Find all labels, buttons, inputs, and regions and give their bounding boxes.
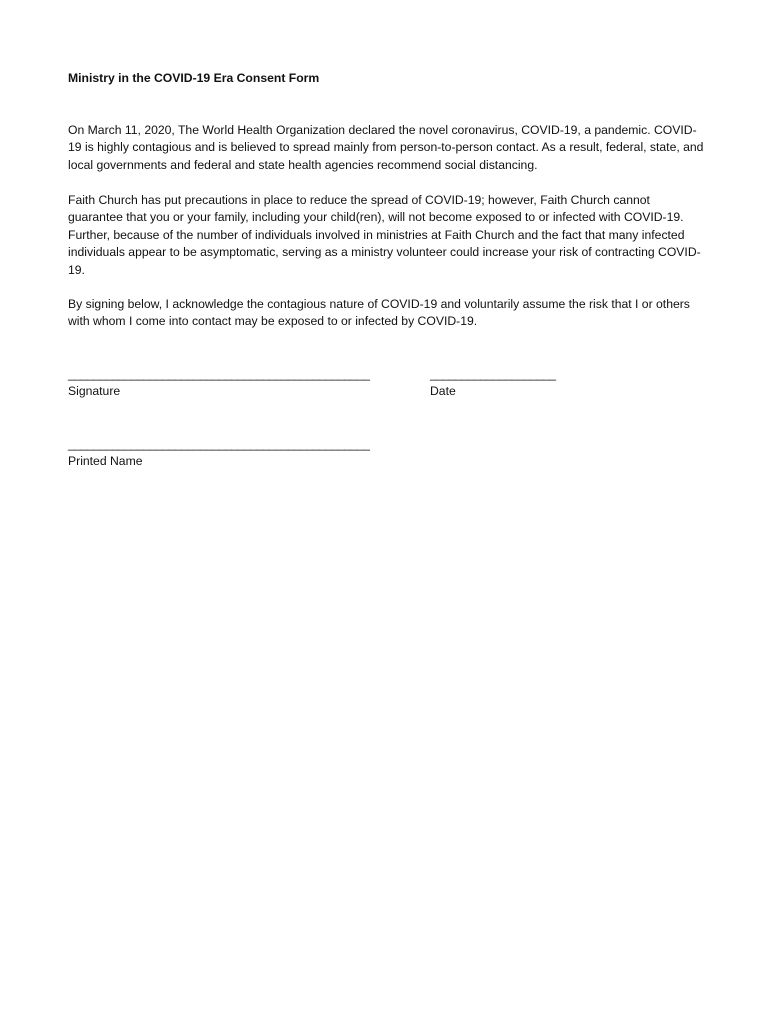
paragraph-pandemic-declaration: On March 11, 2020, The World Health Organization declared the novel coronavirus, COVID-19, a pandemic. COVID-19 is highly contagious and is believed to spread mainly from person-to-person contact. As a result, federal, state, and local governments and federal and state health agencies recommend social distancing. [68, 123, 704, 172]
paragraph-precautions: Faith Church has put precautions in place to reduce the spread of COVID-19; however, Faith Church cannot guarantee that you or your family, including your child(ren), will not become exposed to or infected with COVID-19. Further, because of the number of individuals involved in ministries at Faith Church and the fact that many infected individuals appear to be asymptomatic, serving as a ministry volunteer could increase your risk of contracting COVID-19. [68, 193, 701, 277]
date-label: Date [430, 384, 456, 399]
paragraph-acknowledgement: By signing below, I acknowledge the contagious nature of COVID-19 and voluntarily assume the risk that I or others with whom I come into contact may be exposed to or infected by COVID-19. [68, 297, 690, 329]
printed-name-field[interactable] [68, 436, 369, 471]
printed-name-label: Printed Name [68, 454, 143, 469]
printed-name-line[interactable]: ________________________________________________ [68, 437, 370, 451]
form-title: Ministry in the COVID-19 Era Consent Form [68, 71, 320, 85]
signature-label: Signature [68, 384, 121, 399]
signature-line[interactable]: ________________________________________________ [68, 367, 370, 381]
date-line[interactable]: ____________________ [430, 367, 556, 381]
date-field[interactable] [430, 366, 556, 401]
signature-field[interactable] [68, 366, 369, 401]
